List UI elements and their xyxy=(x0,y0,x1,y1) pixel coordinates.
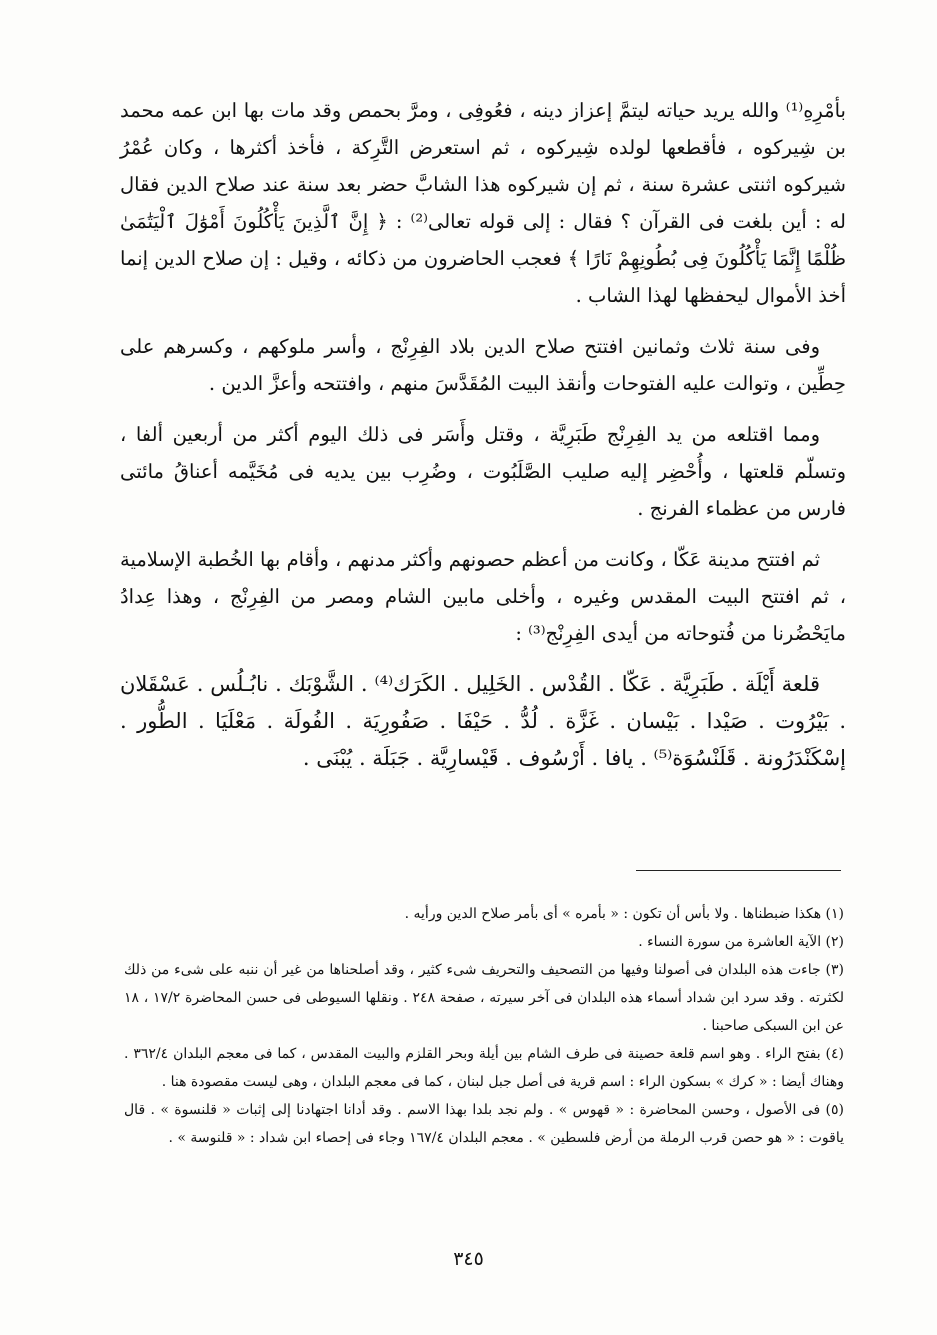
conquests-list: قلعة أَيْلَة . طَبَرِيَّة . عَكّا . القُدْس . الخَلِيل . الكَرَك⁽⁴⁾ . الشَّوْبَك . نابُـلُس . عَسْقَلان . بَيْرُوت . صَيْدا . بَيْسان . غَزَّة . لُدُّ . حَيْفَا . صَفُورِيَة . الفُولَة . مَعْلَيَا . الطُّور . إسْكَنْدَرُونة . قَلَنْسُوَة⁽⁵⁾ . يافا . أَرْسُوف . قَيْسارِيَّة . جَبَلَة . يُبْنَى . xyxy=(120,672,846,770)
page-number: ٣٤٥ xyxy=(453,1248,484,1270)
paragraph: ثم افتتح مدينة عَكّا ، وكانت من أعظم حصونهم وأكثر مدنهم ، وأقام بها الخُطبة الإسلامية ، ثم افتتح البيت المقدس وغيره ، وأخلى مابين الشام ومصر من الفِرِنْج ، وهذا عِدادُ مايَحْضُرنا من فُتوحاته من أيدى الفِرِنْج⁽³⁾ : xyxy=(120,548,846,645)
footnote: (٥) فى الأصول ، وحسن المحاضرة : « قهوس » . ولم نجد بلدا بهذا الاسم . وقد أدانا اجتهادنا إلى إثبات « قلنسوة » . قال ياقوت : « هو حصن قرب الرملة من أرض فلسطين » . معجم البلدان ١٦٧/٤ وجاء فى إحصاء ابن شداد : « قلنوسة » . xyxy=(124,1102,844,1146)
main-text xyxy=(120,92,846,791)
footnote: (٤) بفتح الراء . وهو اسم قلعة حصينة فى طرف الشام بين أيلة وبحر القلزم والبيت المقدس ، كما فى معجم البلدان ٣٦٢/٤ . وهناك أيضا : « كرك » بسكون الراء : اسم قرية فى أصل جبل لبنان ، كما فى معجم البلدان ، وهى ليست مقصودة هنا . xyxy=(124,1046,844,1090)
paragraph: بأمْرِهِ⁽¹⁾ والله يريد حياته ليتمَّ إعزاز دينه ، فعُوفِى ، ومرَّ بحمص وقد مات بها ابن عمه محمد بن شِيركوه ، فأقطعها لولده شِيركوه ، ثم استعرض التَّرِكة ، فأخذ أكثرها ، وكان عُمْرُ شيركوه اثنتى عشرة سنة ، ثم إن شيركوه هذا الشابَّ حضر بعد سنة عند صلاح الدين فقال له : أين بلغت فى القرآن ؟ فقال : إلى قوله تعالى⁽²⁾ : ﴿ إِنَّ ٱلَّذِينَ يَأْكُلُونَ أَمْوَٰلَ ٱلْيَتَٰمَىٰ ظُلْمًا إِنَّمَا يَأْكُلُونَ فِى بُطُونِهِمْ نَارًا ﴾ فعجب الحاضرون من ذكائه ، وقيل : إن صلاح الدين إنما أخذ الأموال ليحفظها لهذا الشاب . xyxy=(120,99,846,307)
footnote: (٣) جاءت هذه البلدان فى أصولنا وفيها من التصحيف والتحريف شىء كثير ، وقد أصلحناها من غير أن ننبه على شىء من ذلك لكثرته . وقد سرد ابن شداد أسماء هذه البلدان فى آخر سيرته ، صفحة ٢٤٨ . ونقلها السيوطى فى حسن المحاضرة ١٧/٢ ، ١٨ عن ابن السبكى صاحبنا . xyxy=(124,962,844,1034)
paragraph: ومما اقتلعه من يد الفِرِنْج طَبَرِيَّة ، وقتل وأَسَر فى ذلك اليوم أكثر من أربعين ألفا ، وتسلّم قلعتها ، وأُحْضِر إليه صليب الصَّلَبُوت ، وضُرِب بين يديه فى مُخَيَّمه أعناقُ مائتى فارس من عظماء الفرنج . xyxy=(120,423,846,520)
footnotes xyxy=(124,900,844,1152)
footnote: (١) هكذا ضبطناها . ولا بأس أن تكون : « بأمره » أى بأمر صلاح الدين ورأيه . xyxy=(404,906,844,922)
footnote-divider xyxy=(636,870,841,871)
footnote: (٢) الآية العاشرة من سورة النساء . xyxy=(638,934,844,950)
paragraph: وفى سنة ثلاث وثمانين افتتح صلاح الدين بلاد الفِرِنْج ، وأسر ملوكهم ، وكسرهم على حِطِّين ، وتوالت عليه الفتوحات وأنقذ البيت المُقَدَّسَ منهم ، وافتتحه وأعزَّ الدين . xyxy=(120,335,846,395)
